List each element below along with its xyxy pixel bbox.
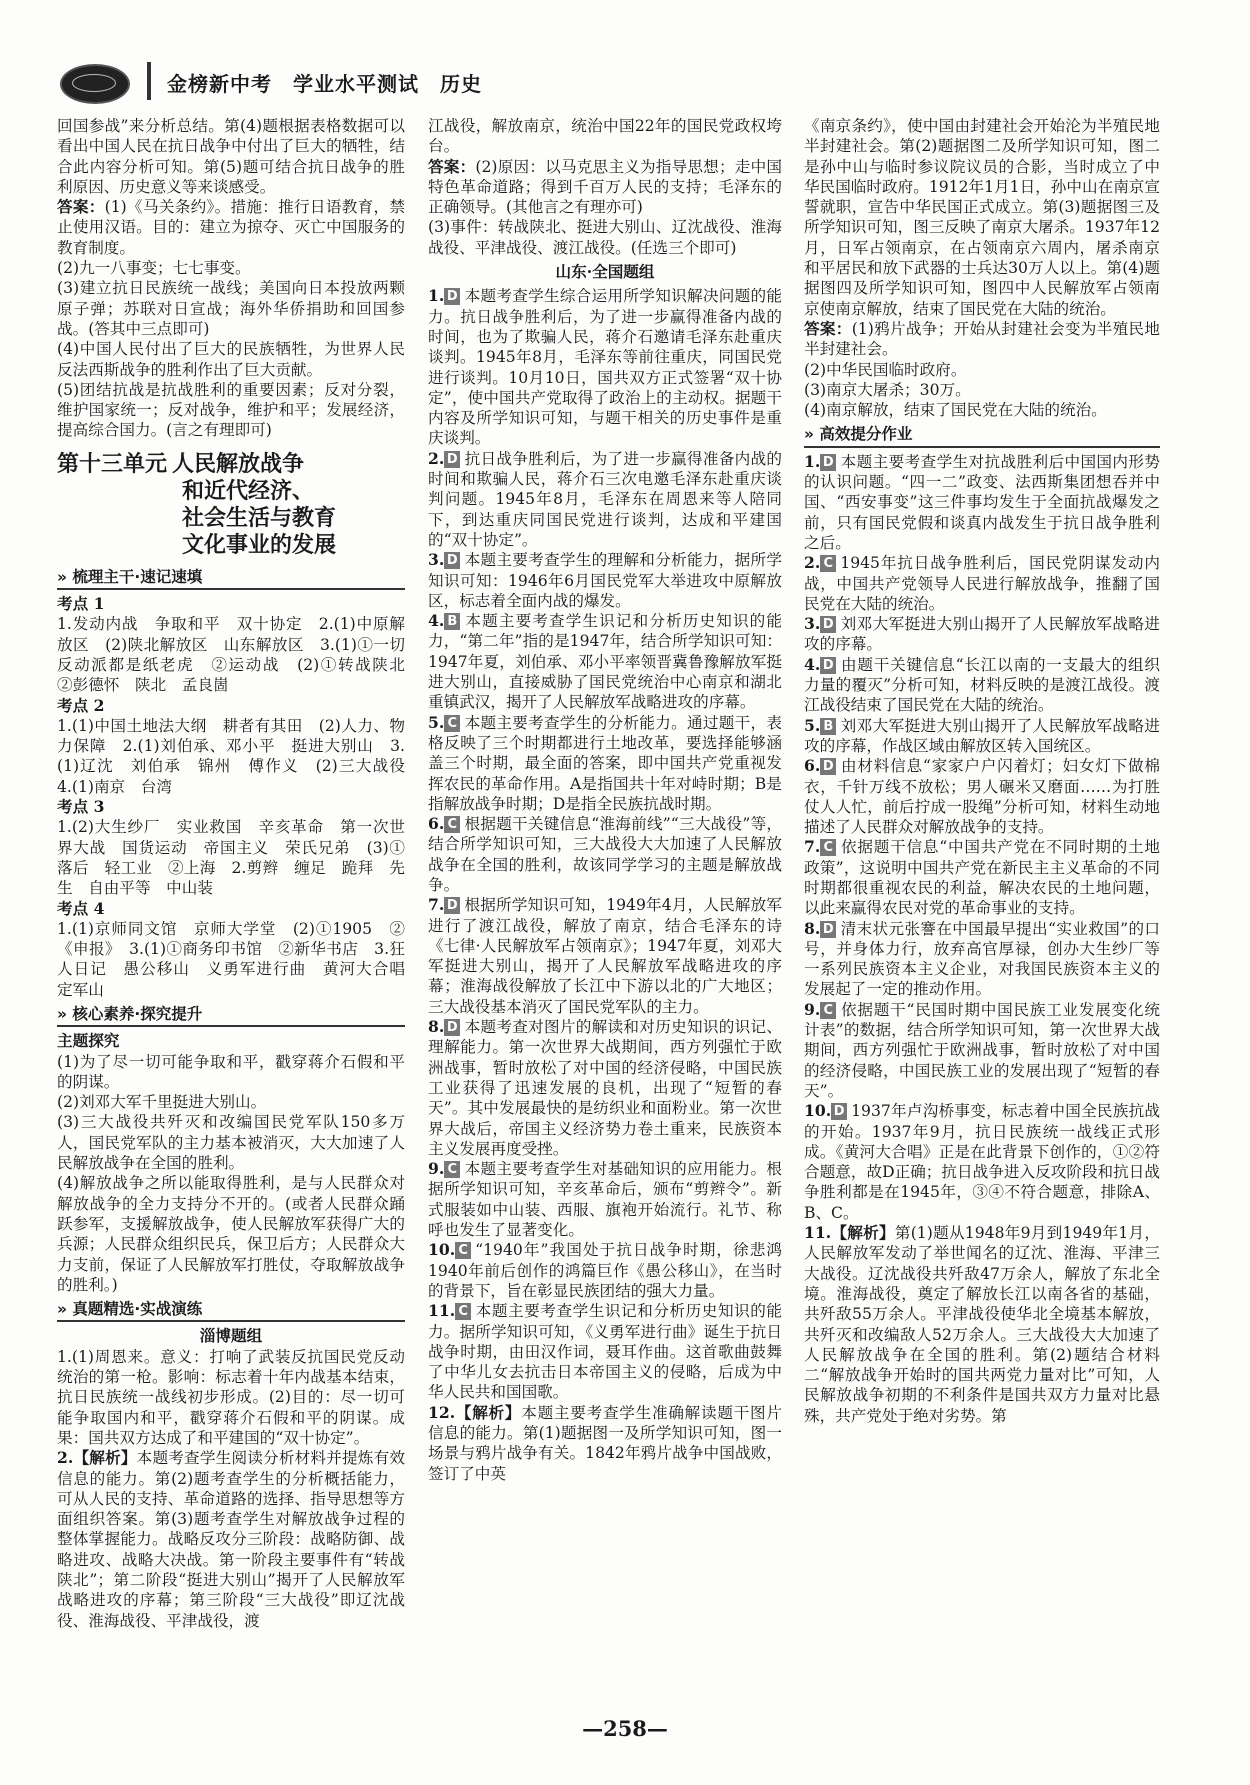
question-explanation: 1937年卢沟桥事变，标志着中国全民族抗战的开始。1937年9月，抗日民族统一战线正式形成。《黄河大合唱》正是在此背景下创作的，①②符合题意，故D正确；抗日战争进入反攻阶段和抗日战争胜利都是在1945年，③④不符合题意，排除A、B、C。 — [804, 1102, 1160, 1222]
topic-title: 主题探究 — [57, 1031, 120, 1051]
section-heading: » 真题精选·实战演练 — [57, 1299, 405, 1322]
answer-badge: D — [444, 552, 460, 569]
analysis-label: 2.【解析】 — [57, 1448, 137, 1468]
question-number: 6. — [804, 756, 821, 776]
answer-2: (2)九一八事变；七七事变。 — [57, 259, 251, 278]
question-item — [804, 919, 1160, 1000]
topic-text: (1)为了尽一切可能争取和平，戳穿蒋介石假和平的阴谋。 — [57, 1052, 405, 1091]
answer-badge: C — [455, 1303, 471, 1320]
answer-badge: C — [444, 1161, 460, 1178]
answer-badge: D — [820, 454, 836, 471]
answer-text: (1)《马关条约》。措施：推行日语教育，禁止使用汉语。目的：建立为掠夺、灭亡中国服务的教育制度。 — [57, 198, 405, 257]
section-heading: » 梳理主干·速记速填 — [57, 567, 405, 590]
column-left — [57, 116, 421, 1631]
question-explanation: 本题主要考查学生对抗战胜利后中国国内形势的认识问题。“四一二”政变、法西斯集团想吞并中国、“西安事变”这三件事均发生于全面抗战爆发之前，只有国民党假和谈真内战发生于抗日战争胜利之后。 — [804, 452, 1160, 552]
question-number: 8. — [428, 1017, 445, 1037]
question-number: 4. — [804, 654, 821, 674]
question-explanation: 依据题干“民国时期中国民族工业发展变化统计表”的数据，结合所学知识可知，第一次世界大战期间，西方列强忙于欧洲战事，暂时放松了对中国的经济侵略，中国民族工业的发展出现了“短暂的春天”。 — [804, 1000, 1160, 1100]
column-right — [804, 116, 1160, 1426]
question-number: 1. — [428, 286, 445, 306]
answer-badge: D — [820, 657, 836, 674]
topic-text: (3)三大战役共歼灭和改编国民党军队150多万人，国民党军队的主力基本被消灭，大大加速了人民解放战争在全国的胜利。 — [57, 1113, 405, 1173]
column-middle — [428, 116, 782, 1484]
question-item — [428, 286, 782, 448]
answer-badge: C — [444, 715, 460, 732]
analysis-text: 本题主要考查学生准确解读题干图片信息的能力。第(1)题据图一及所学知识可知，图一场景与鸦片战争有关。1842年鸦片战争中国战败，签订了中英 — [428, 1403, 782, 1483]
question-number: 7. — [804, 837, 821, 857]
question-item — [428, 1017, 782, 1159]
answer-label: 答案： — [804, 318, 852, 338]
question-item — [428, 611, 782, 712]
question-explanation: 由题干关键信息“长江以南的一支最大的组织力量的覆灭”分析可知，材料反映的是渡江战役。渡江战役结束了国民党在大陆的统治。 — [804, 655, 1160, 715]
answer-4: (4)南京解放，结束了国民党在大陆的统治。 — [804, 401, 1107, 420]
question-explanation: 刘邓大军挺进大别山揭开了人民解放军战略进攻的序幕，作战区域由解放区转入国统区。 — [804, 716, 1160, 755]
answer-5: (5)团结抗战是抗战胜利的重要因素；反对分裂，维护国家统一；反对战争，维护和平；发展经济，提高综合国力。(言之有理即可) — [57, 380, 405, 440]
answer-badge: B — [444, 613, 460, 630]
question-item — [804, 837, 1160, 918]
kaodian-title: 考点 3 — [57, 797, 105, 817]
question-explanation: 清末状元张謇在中国最早提出“实业救国”的口号，并身体力行，放弃高官厚禄，创办大生纱厂等一系列民族资本主义企业，对我国民族资本主义的发展起了一定的推动作用。 — [804, 919, 1160, 999]
section-heading: » 核心素养·探究提升 — [57, 1004, 405, 1027]
question-number: 5. — [428, 712, 445, 732]
kaodian-title: 考点 4 — [57, 898, 105, 918]
question-explanation: 本题主要考查学生识记和分析历史知识的能力。据所学知识可知，《义勇军进行曲》诞生于抗日战争时期，由田汉作词，聂耳作曲。这首歌曲鼓舞了中华儿女去抗击日本帝国主义的侵略，后成为中华人民共和国国歌。 — [428, 1302, 782, 1402]
unit-number: 第十三单元 — [57, 451, 168, 477]
question-12 — [428, 1403, 782, 1484]
publisher-logo — [60, 64, 130, 104]
header-title: 金榜新中考 学业水平测试 历史 — [167, 72, 482, 96]
question-explanation: 抗日战争胜利后，为了进一步赢得准备内战的时间和欺骗人民，蒋介石三次电邀毛泽东赴重庆谈判问题。1945年8月，毛泽东在周恩来等人陪同下，到达重庆同国民党进行谈判，达成和平建国的“双十协定”。 — [428, 449, 782, 549]
question-explanation: 根据题干关键信息“淮海前线”“三大战役”等，结合所学知识可知，三大战役大大加速了人民解放战争在全国的胜利，故该同学学习的主题是解放战争。 — [428, 815, 782, 894]
analysis-text: 第(1)题从1948年9月到1949年1月，人民解放军发动了举世闻名的辽沈、淮海、平津三大战役。辽沈战役共歼敌47万余人，解放了东北全境。淮海战役，奠定了解放长江以南各省的基础，共歼敌55万余人。平津战役使华北全境基本解放，共歼灭和改编敌人52万余人。三大战役大大加速了人民解放战争在全国的胜利。第(2)题结合材料二“解放战争开始时的国共两党力量对比”可知，人民解放战争初期的不利条件是国共双方力量对比悬殊，共产党处于绝对劣势。第 — [804, 1224, 1160, 1425]
answer-badge: D — [820, 921, 836, 938]
question-number: 3. — [804, 614, 821, 634]
question-explanation: 本题主要考查学生对基础知识的应用能力。根据所学知识可知，辛亥革命后，颁布“剪辫令”。新式服装如中山装、西服、旗袍开始流行。礼节、称呼也发生了显著变化。 — [428, 1160, 782, 1240]
question-explanation: 本题考查学生综合运用所学知识解决问题的能力。抗日战争胜利后，为了进一步赢得准备内战的时间，也为了欺骗人民，蒋介石邀请毛泽东赴重庆谈判。1945年8月，毛泽东等前往重庆，同国民党进行谈判。10月10日，国共双方正式签署“双十协定”，使中国共产党取得了政治上的主动权。据题干内容及所学知识可知，与题干相关的历史事件是重庆谈判。 — [428, 287, 782, 448]
unit-title — [57, 451, 405, 559]
question-item — [428, 1159, 782, 1240]
question-list — [804, 452, 1160, 1223]
kaodian-text: 1.发动内战 争取和平 双十协定 2.(1)中原解放区 (2)陕北解放区 山东解放区 3.(1)①一切反动派都是纸老虎 ②运动战 (2)①转战陕北 ②彭德怀 陕北 孟良崮 — [57, 615, 421, 695]
answer-3: (3)事件：转战陕北、挺进大别山、辽沈战役、淮海战役、平津战役、渡江战役。(任选三个即可) — [428, 218, 782, 257]
question-item — [428, 1240, 782, 1301]
question-explanation: 本题主要考查学生的理解和分析能力，据所学知识可知：1946年6月国民党军大举进攻中原解放区，标志着全面内战的爆发。 — [428, 551, 782, 610]
answer-3: (3)建立抗日民族统一战线；美国向日本投放两颗原子弹；苏联对日宣战；海外华侨捐助和回国参战。(答其中三点即可) — [57, 279, 405, 338]
question-item — [804, 553, 1160, 614]
question-number: 8. — [804, 918, 821, 938]
kaodian-title: 考点 2 — [57, 695, 105, 715]
answer-label: 答案： — [57, 197, 105, 217]
question-item — [428, 1301, 782, 1402]
answer-2 — [428, 157, 782, 218]
kaodian-title: 考点 1 — [57, 594, 105, 614]
unit-line: 社会生活与教育 — [182, 505, 337, 531]
question-item — [804, 716, 1160, 757]
paragraph: 《南京条约》，使中国由封建社会开始沦为半殖民地半封建社会。第(2)题据图二及所学知识可知，图二是孙中山与临时参议院议员的合影，当时成立了中华民国临时政府。1912年1月1日，孙中山在南京宣誓就职，宣告中华民国正式成立。第(3)题据图三及所学知识可知，图三反映了南京大屠杀。1937年12月，日军占领南京，在占领南京六周内，屠杀南京和平居民和放下武器的士兵达30万人以上。第(4)题据图四及所学知识可知，图四中人民解放军占领南京使南京解放，结束了国民党在大陆的统治。 — [804, 117, 1160, 318]
answer-text: (1)鸦片战争；开始从封建社会变为半殖民地半封建社会。 — [804, 319, 1160, 359]
page-header — [55, 58, 1195, 110]
unit-line: 文化事业的发展 — [182, 532, 337, 558]
unit-line: 人民解放战争 — [172, 451, 305, 477]
answer-badge: C — [820, 555, 836, 572]
answer-badge: C — [455, 1242, 471, 1259]
answer-badge: D — [444, 1019, 460, 1036]
answer-label: 答案： — [428, 156, 476, 176]
answer-badge: D — [444, 897, 460, 914]
question-number: 6. — [428, 814, 445, 834]
analysis-label: 12.【解析】 — [428, 1402, 522, 1422]
question-number: 2. — [804, 553, 821, 573]
answer-badge: D — [820, 616, 836, 633]
question-explanation: 本题主要考查学生识记和分析历史知识的能力，“第二年”指的是1947年，结合所学知识可知：1947年夏，刘伯承、邓小平率领晋冀鲁豫解放军挺进大别山，直接威胁了国民党统治中心南京和湖北重镇武汉，揭开了人民解放军战略进攻的序幕。 — [428, 612, 782, 712]
question-number: 1. — [804, 451, 821, 471]
answer-1 — [57, 197, 405, 258]
answer-badge: D — [831, 1103, 847, 1120]
question-explanation: 根据所学知识可知，1949年4月，人民解放军进行了渡江战役，解放了南京，结合毛泽东的诗《七律·人民解放军占领南京》；1947年夏，刘邓大军挺进大别山，揭开了人民解放军战略进攻的序幕；淮海战役解放了长江中下游以北的广大地区；三大战役基本消灭了国民党军队的主力。 — [428, 896, 782, 1016]
analysis-label: 11.【解析】 — [804, 1223, 895, 1243]
analysis-text: 本题考查学生阅读分析材料并提炼有效信息的能力。第(2)题考查学生的分析概括能力，可从人民的支持、革命道路的选择、指导思想等方面组织答案。第(3)题考查学生对解放战争过程的整体掌握能力。战略反攻分三阶段：战略防御、战略进攻、战略大决战。第一阶段主要事件有“转战陕北”；第二阶段“挺进大别山”揭开了人民解放军战略进攻的序幕；第三阶段“三大战役”即辽沈战役、淮海战役、平津战役，渡 — [57, 1449, 405, 1630]
answer-badge: D — [444, 288, 460, 305]
answer-4: (4)中国人民付出了巨大的民族牺牲，为世界人民反法西斯战争的胜利作出了巨大贡献。 — [57, 340, 405, 379]
answer-text: (2)原因：以马克思主义为指导思想；走中国特色革命道路；得到千百万人民的支持；毛泽东的正确领导。(其他言之有理亦可) — [428, 157, 782, 217]
kaodian-text: 1.(2)大生纱厂 实业救国 辛亥革命 第一次世界大战 国货运动 帝国主义 荣氏兄弟 (3)①落后 轻工业 ②上海 2.剪辫 缠足 跪拜 先生 自由平等 中山装 — [57, 818, 405, 898]
unit-line: 和近代经济、 — [182, 478, 315, 504]
question-item — [428, 814, 782, 895]
question-list — [428, 286, 782, 1402]
answer-1 — [804, 319, 1160, 360]
question-item — [804, 452, 1160, 553]
kaodian-text: 1.(1)中国土地法大纲 耕者有其田 (2)人力、物力保障 2.(1)刘伯承、邓小平 挺进大别山 3.(1)辽沈 刘伯承 锦州 傅作义 (2)三大战役 4.(1)南京 台湾 — [57, 716, 421, 796]
question-number: 5. — [804, 715, 821, 735]
question-item — [804, 1000, 1160, 1101]
question-item — [428, 449, 782, 550]
topic-text: (2)刘邓大军千里挺进大别山。 — [57, 1093, 267, 1112]
paragraph: 江战役，解放南京，统治中国22年的国民党政权垮台。 — [428, 117, 782, 156]
question-number: 7. — [428, 895, 445, 915]
question-explanation: “1940年”我国处于抗日战争时期，徐悲鸿1940年前后创作的鸿篇巨作《愚公移山》，在当时的背景下，旨在彰显民族团结的强大力量。 — [428, 1241, 782, 1300]
kaodian-text: 1.(1)京师同文馆 京师大学堂 (2)①1905 ②《申报》 3.(1)①商务印书馆 ②新华书店 3.狂人日记 愚公移山 义勇军进行曲 黄河大合唱 定军山 — [57, 919, 421, 999]
answer-badge: C — [444, 816, 460, 833]
question-explanation: 本题考查对图片的解读和对历史知识的识记、理解能力。第一次世界大战期间，西方列强忙于欧洲战事，暂时放松了对中国的经济侵略，中国民族工业获得了迅速发展的良机，出现了“短暂的春天”。其中发展最快的是纺织业和面粉业。第一次世界大战后，帝国主义经济势力卷土重来，民族资本主义发展再度受挫。 — [428, 1018, 782, 1158]
question-explanation: 1945年抗日战争胜利后，国民党阴谋发动内战，中国共产党领导人民进行解放战争，推翻了国民党在大陆的统治。 — [804, 554, 1160, 613]
question-item — [804, 655, 1160, 716]
question-number: 4. — [428, 611, 445, 631]
topic-text: (4)解放战争之所以能取得胜利，是与人民群众对解放战争的全力支持分不开的。(或者人民群众踊跃参军，支援解放战争，使人民解放军获得广大的兵源；人民群众组织民兵，保卫后方；人民群众大力支前，保证了人民解放军打胜仗，夺取解放战争的胜利。) — [57, 1174, 405, 1294]
question-item — [428, 550, 782, 611]
question-2 — [57, 1448, 405, 1631]
question-explanation: 由材料信息“家家户户闪着灯；妇女灯下做棉衣，千针万线不放松；男人碾米又磨面……为打胜仗人人忙，前后拧成一股绳”分析可知，材料生动地描述了人民群众对解放战争的支持。 — [804, 757, 1160, 837]
question-item — [804, 756, 1160, 837]
header-divider — [147, 62, 151, 100]
question-item — [804, 614, 1160, 655]
question-item — [804, 1101, 1160, 1223]
question-number: 10. — [804, 1101, 832, 1121]
question-explanation: 本题主要考查学生的分析能力。通过题干，表格反映了三个时期都进行土地改革，要选择能够涵盖三个时期，最全面的答案，即中国共产党重视发挥农民的革命作用。A是指国共十年对峙时期；B是指解放战争时期；D是指全民族抗战时期。 — [428, 713, 782, 813]
question-item — [428, 895, 782, 1017]
group-title: 淄博题组 — [199, 1326, 263, 1346]
question-item — [428, 713, 782, 814]
question-number: 2. — [428, 448, 445, 468]
question-explanation: 刘邓大军挺进大别山揭开了人民解放军战略进攻的序幕。 — [804, 615, 1160, 654]
question-1: 1.(1)周恩来。意义：打响了武装反抗国民党反动统治的第一枪。影响：标志着十年内战基本结束，抗日民族统一战线初步形成。(2)目的：尽一切可能争取国内和平，戳穿蒋介石假和平的阴谋。成果：国共双方达成了和平建国的“双十协定”。 — [57, 1347, 405, 1447]
answer-2: (2)中华民国临时政府。 — [804, 360, 967, 379]
answer-badge: D — [820, 758, 836, 775]
question-11 — [804, 1223, 1160, 1426]
question-number: 11. — [428, 1301, 456, 1321]
question-number: 9. — [428, 1159, 445, 1179]
group-title: 山东·全国题组 — [555, 262, 655, 282]
answer-badge: C — [820, 839, 836, 856]
page-number: —258— — [582, 1716, 668, 1741]
question-number: 10. — [428, 1240, 456, 1260]
question-number: 3. — [428, 550, 445, 570]
answer-badge: C — [820, 1002, 836, 1019]
paragraph: 回国参战”来分析总结。第(4)题根据表格数据可以看出中国人民在抗日战争中付出了巨大的牺牲，结合此内容分析可知。第(5)题可结合抗日战争的胜利原因、历史意义等来谈感受。 — [57, 117, 405, 196]
answer-badge: D — [444, 451, 460, 468]
question-number: 9. — [804, 999, 821, 1019]
section-heading: » 高效提分作业 — [804, 424, 1160, 447]
question-explanation: 依据题干信息“中国共产党在不同时期的土地政策”，这说明中国共产党在新民主主义革命的不同时期都很重视农民的利益，解决农民的土地问题，以此来赢得农民对党的革命事业的支持。 — [804, 838, 1160, 918]
answer-badge: B — [820, 718, 836, 735]
answer-3: (3)南京大屠杀；30万。 — [804, 380, 971, 399]
